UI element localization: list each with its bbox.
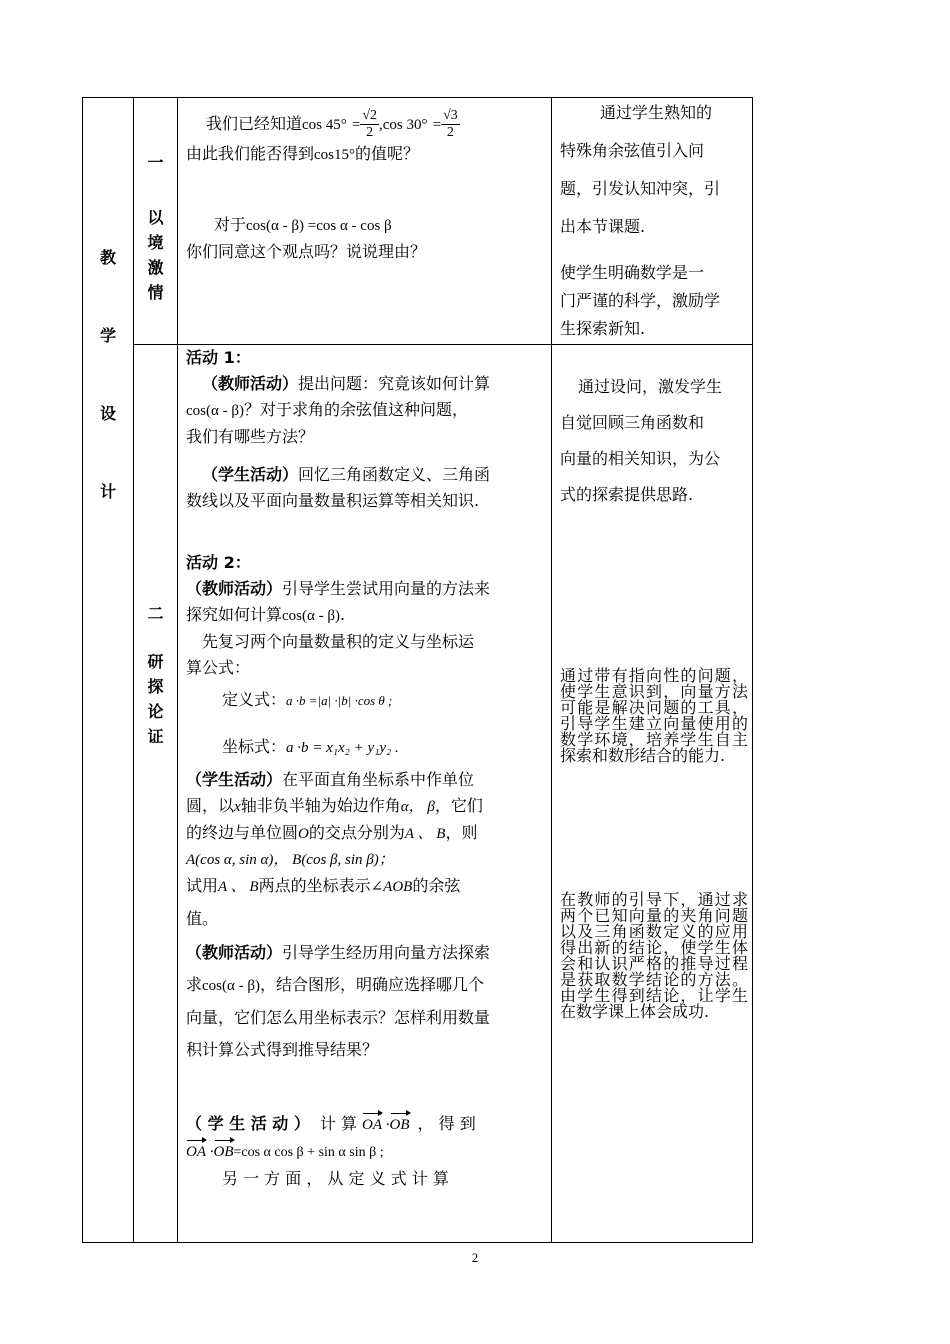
intro-line-3: 对于cos(α - β) =cos α - cos β xyxy=(214,215,392,234)
intro-content-cell xyxy=(178,98,552,345)
section-one-label: 一 以 境 激 情 xyxy=(147,153,164,302)
act2-student2-line-1: （ 学 生 活 动 ） 计 算 OA ·OB ， 得 到 xyxy=(186,1111,545,1138)
act2-teacher2-line-4: 积计算公式得到推导结果？ xyxy=(186,1040,379,1059)
act2-teacher2-line-1: （教师活动）引导学生经历用向量方法探索 xyxy=(186,943,491,962)
act2-student-line-2: 圆，以x轴非负半轴为始边作角α， β，它们 xyxy=(186,796,483,815)
act1-teacher-line-2: cos(α - β)？对于求角的余弦值这种问题， xyxy=(186,400,468,419)
act2-review-line-2: 算公式： xyxy=(186,658,251,677)
lesson-plan-table xyxy=(82,97,753,1243)
activity-2-title: 活动 2： xyxy=(186,553,251,572)
inquiry-notes-cell xyxy=(552,345,753,1243)
intro-note-1: 通过学生熟知的 特殊角余弦值引入问 题，引发认知冲突，引 出本节课题. xyxy=(560,103,721,236)
act2-student2-line-2: OA ·OB=cos α cos β + sin α sin β ; xyxy=(186,1138,545,1166)
fraction-sqrt2-over-2: $\frac{√2}{2}$ xyxy=(362,108,378,140)
section-two-label: 二 研 探 论 证 xyxy=(147,604,164,746)
act2-teacher2-line-2: 求cos(α - β)，结合图形，明确应选择哪几个 xyxy=(186,975,485,994)
intro-line-2: 由此我们能否得到cos15°的值呢？ xyxy=(186,144,420,163)
inquiry-note-2: 通过带有指向性的问题，使学生意识到，向量方法可能是解决问题的工具，引导学生建立向量使用的数学环境，培养学生自主探索和数形结合的能力. xyxy=(560,666,748,765)
intro-line-4: 你们同意这个观点吗？说说理由？ xyxy=(186,242,427,261)
act2-review-line-1: 先复习两个向量数量积的定义与坐标运 xyxy=(202,632,475,651)
act2-teacher-line-2: 探究如何计算cos(α - β). xyxy=(186,605,346,624)
act2-student-line-5: 试用A 、 B两点的坐标表示∠AOB的余弦 xyxy=(186,876,461,895)
intro-note-2: 使学生明确数学是一 门严谨的科学，激励学 生探索新知. xyxy=(560,263,721,338)
act2-student-line-1: （学生活动）在平面直角坐标系中作单位 xyxy=(186,770,475,789)
section-two-cell xyxy=(134,345,178,1243)
act1-teacher-line-1: （教师活动）提出问题：究竟该如何计算 xyxy=(202,374,491,393)
act2-teacher-line-1: （教师活动）引导学生尝试用向量的方法来 xyxy=(186,579,491,598)
act2-last-line: 另 一 方 面 ， 从 定 义 式 计 算 xyxy=(222,1169,449,1188)
section-one-cell xyxy=(134,98,178,345)
inquiry-content-cell xyxy=(178,345,552,1243)
act1-student-line-1: （学生活动）回忆三角函数定义、三角函 xyxy=(202,465,491,484)
inquiry-note-1: 通过设问，激发学生 自觉回顾三角函数和 向量的相关知识，为公 式的探索提供思路. xyxy=(560,377,723,504)
teaching-design-cell xyxy=(83,98,134,1243)
definition-formula-line: 定义式：a ·b =|a| ·|b| ·cos θ ; xyxy=(222,690,393,709)
coordinate-formula-line: 坐标式：a ·b = x₁x₂ + y₁y₂ . xyxy=(222,737,399,756)
page-number: 2 xyxy=(471,1250,479,1265)
act1-student-line-2: 数线以及平面向量数量积运算等相关知识. xyxy=(186,491,480,510)
inquiry-note-3: 在教师的引导下，通过求两个已知向量的夹角问题以及三角函数定义的应用得出新的结论，使学生体会和认识严格的推导过程是获取数学结论的方法。由学生得到结论，让学生在数学课上体会成功. xyxy=(560,890,748,1021)
act2-student-line-6: 值。 xyxy=(186,909,219,928)
act2-teacher2-line-3: 向量，它们怎么用坐标表示？怎样利用数量 xyxy=(186,1008,491,1027)
act2-student-line-4: A(cos α, sin α)， B(cos β, sin β)； xyxy=(186,852,394,868)
intro-line-1: 我们已经知道cos 45° = $\frac{√2}{2}$ ,cos 30° = $\frac{√3}{2}$ xyxy=(206,108,458,140)
fraction-sqrt3-over-2: $\frac{√3}{2}$ xyxy=(443,108,458,140)
teaching-design-label: 教 学 设 计 xyxy=(99,248,116,501)
act1-teacher-line-3: 我们有哪些方法？ xyxy=(186,427,315,446)
act2-student-line-3: 的终边与单位圆O的交点分别为A 、 B，则 xyxy=(186,823,478,842)
activity-1-title: 活动 1： xyxy=(186,348,251,367)
intro-notes-cell xyxy=(552,98,753,345)
